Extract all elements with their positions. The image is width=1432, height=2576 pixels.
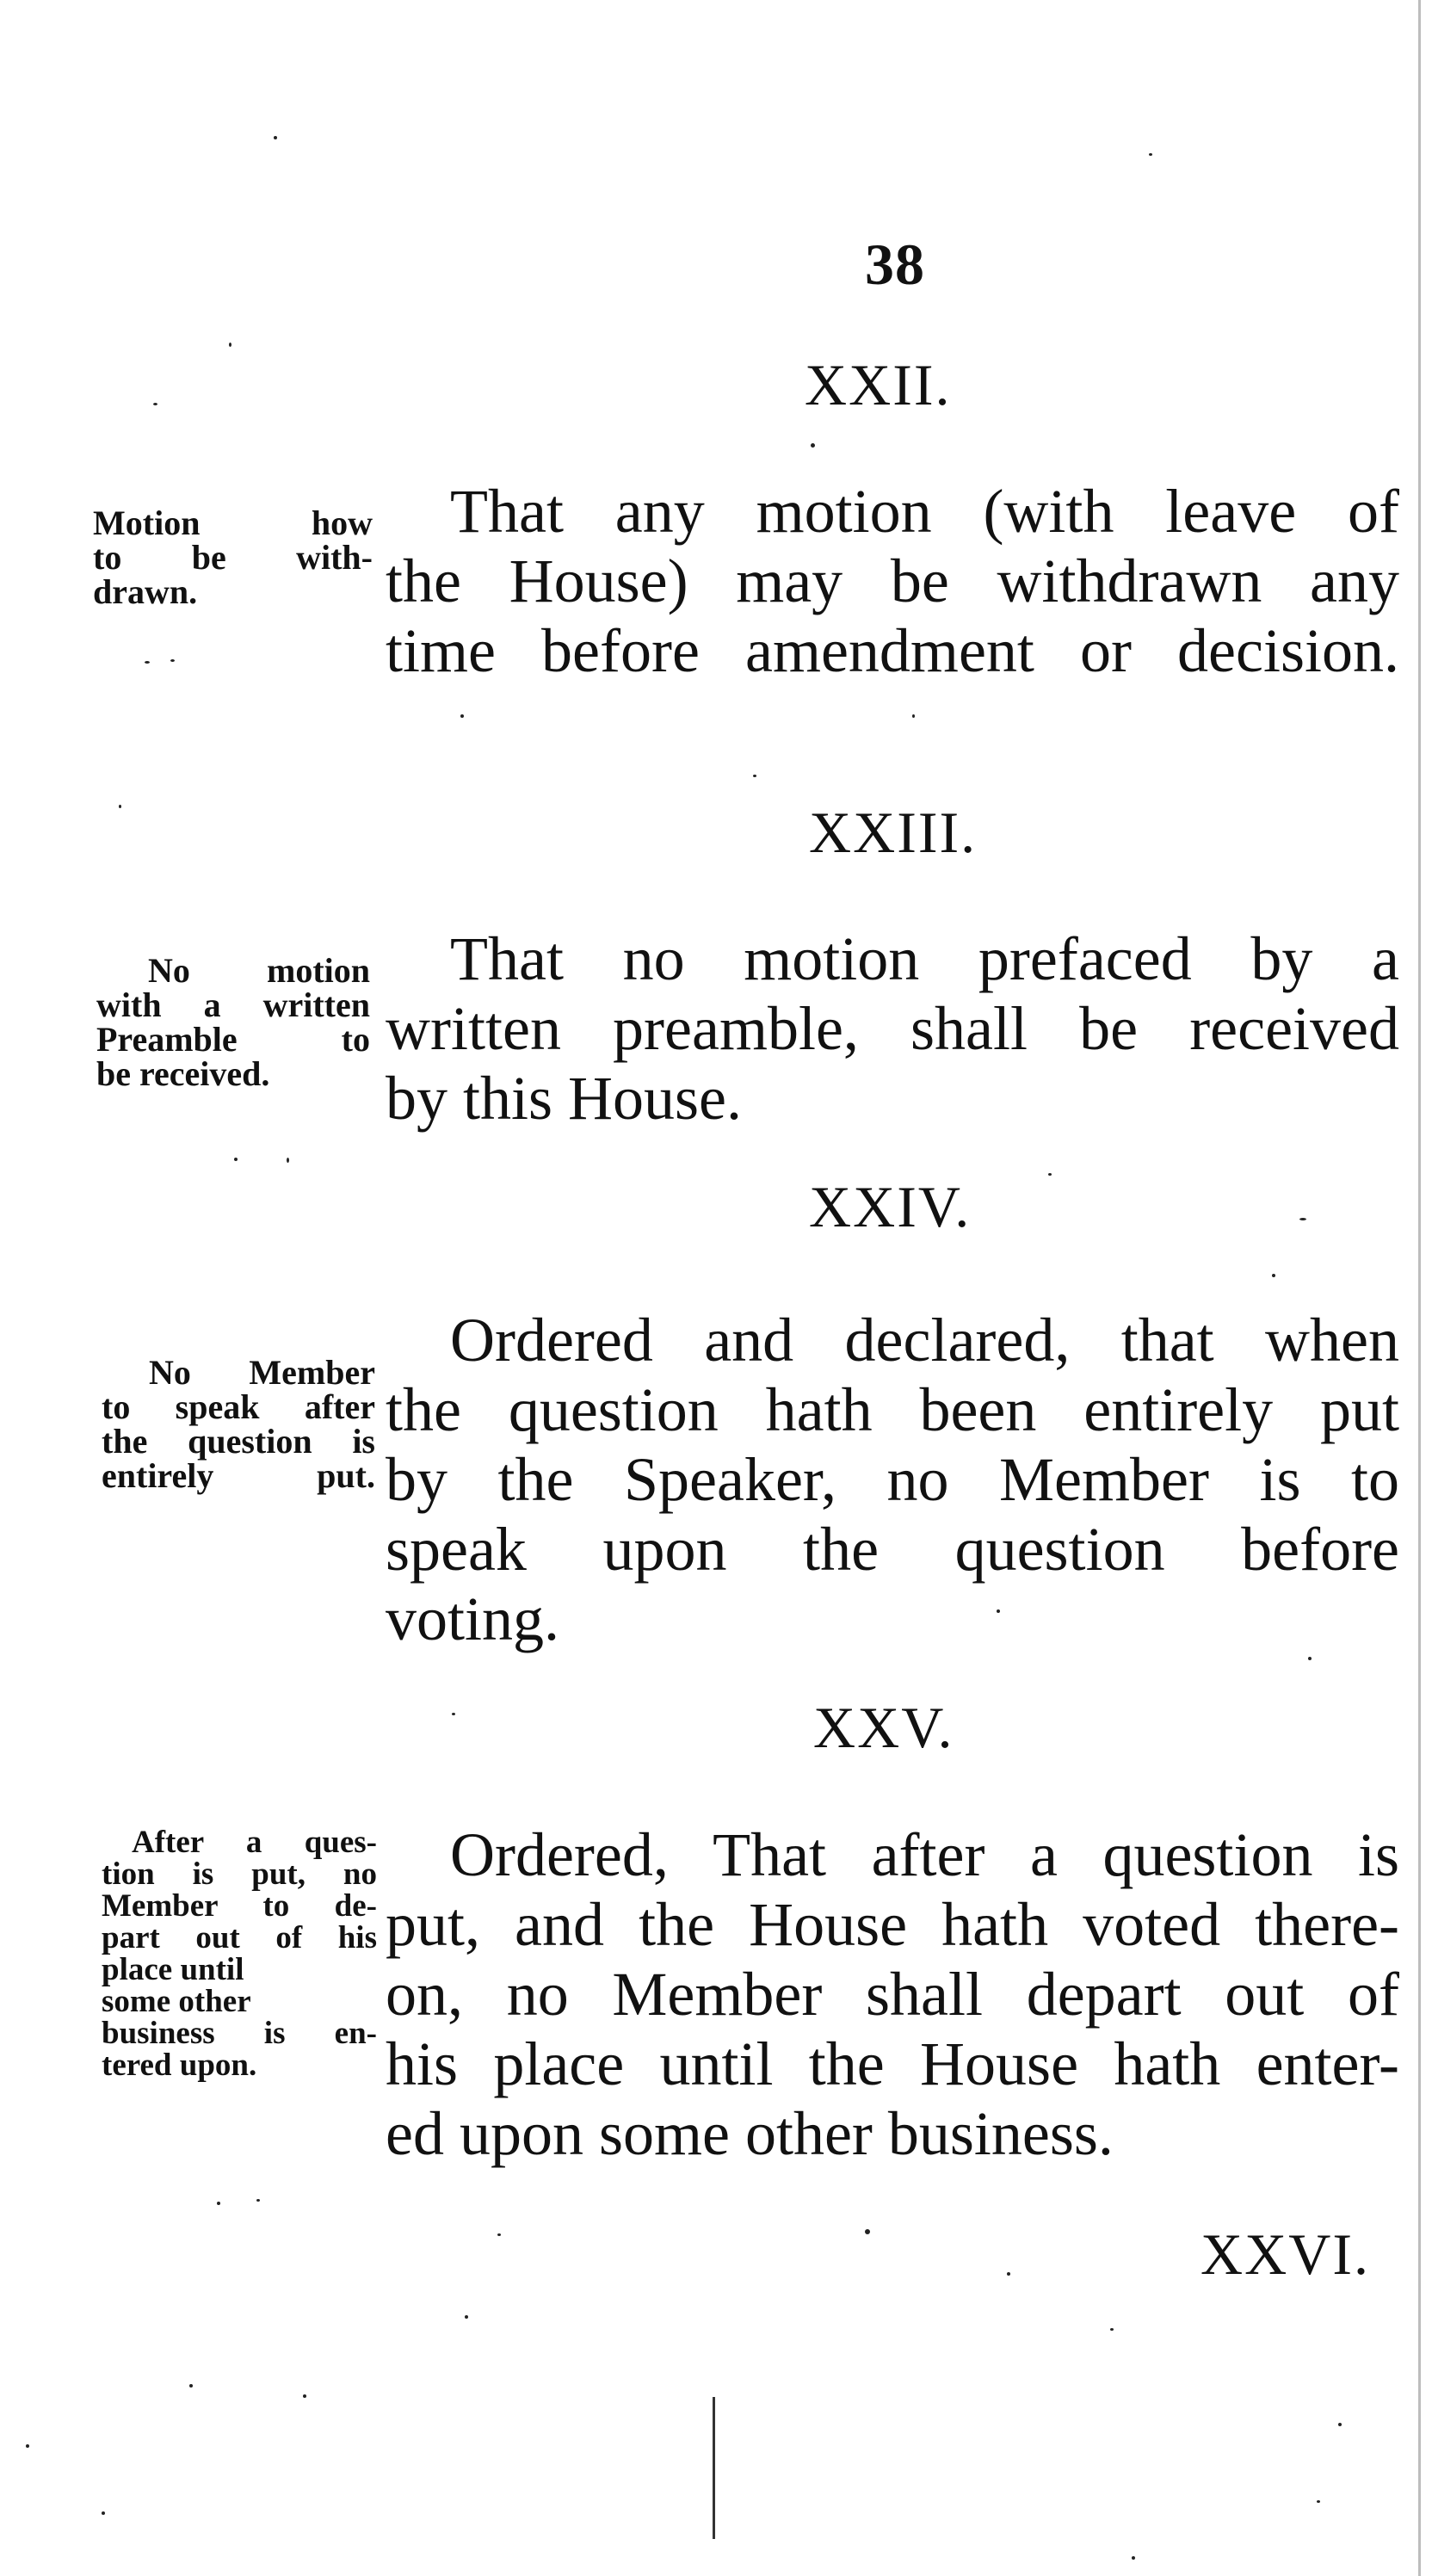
body-line: Ordered, That after a question is xyxy=(450,1820,1399,1889)
scan-speck xyxy=(1317,2500,1320,2503)
body-line: That no motion prefaced by a xyxy=(450,924,1399,993)
scan-speck xyxy=(145,661,150,664)
margin-note-xxiv xyxy=(102,1353,375,1495)
scan-speck xyxy=(274,136,277,139)
section-heading-xxiii: XXIII. xyxy=(809,800,978,865)
margin-note-line: Member to de- xyxy=(102,1888,377,1924)
body-line: the question hath been entirely put xyxy=(386,1375,1399,1444)
scan-speck xyxy=(1272,1274,1275,1277)
margin-note-line: part out of his xyxy=(102,1920,377,1955)
body-line: his place until the House hath enter- xyxy=(386,2029,1399,2098)
margin-note-line: entirely put. xyxy=(102,1456,375,1495)
scan-speck xyxy=(287,1158,289,1163)
margin-note-xxiii xyxy=(96,951,370,1093)
scan-mark xyxy=(713,2397,715,2539)
page-number: 38 xyxy=(865,232,925,297)
scan-speck xyxy=(119,805,121,808)
body-paragraph-xxv xyxy=(386,1820,1399,2169)
body-line: by the Speaker, no Member is to xyxy=(386,1445,1399,1514)
body-line: the House) may be withdrawn any xyxy=(386,547,1399,615)
margin-note-line: some other xyxy=(102,1984,251,2019)
body-line: on, no Member shall depart out of xyxy=(386,1960,1399,2029)
catchword: XXVI. xyxy=(1201,2221,1370,2287)
scan-speck xyxy=(465,2315,468,2319)
body-line: That any motion (with leave of xyxy=(450,477,1399,546)
section-heading-xxv: XXV. xyxy=(813,1695,954,1760)
scan-speck xyxy=(1132,2556,1135,2560)
scan-speck xyxy=(460,714,464,718)
scan-speck xyxy=(256,2199,260,2202)
scan-speck xyxy=(102,2511,105,2515)
margin-note-line: tered upon. xyxy=(102,2048,257,2083)
scan-speck xyxy=(170,659,175,662)
body-line: ed upon some other business. xyxy=(386,2099,1114,2168)
margin-note-line: After a ques- xyxy=(132,1825,377,1860)
scan-speck xyxy=(497,2233,501,2236)
scan-speck xyxy=(217,2202,220,2205)
scan-speck xyxy=(997,1609,1000,1613)
body-line: time before amendment or decision. xyxy=(386,616,1399,685)
margin-note-line: No Member xyxy=(149,1353,375,1392)
body-line: by this House. xyxy=(386,1064,742,1133)
scan-speck xyxy=(303,2394,306,2398)
scan-speck xyxy=(912,714,915,718)
scan-speck xyxy=(1048,1173,1052,1176)
margin-note-line: be received. xyxy=(96,1054,270,1093)
margin-note-line: to speak after xyxy=(102,1387,375,1426)
margin-note-line: with a written xyxy=(96,985,370,1024)
margin-note-line: Preamble to xyxy=(96,1020,370,1059)
margin-note-line: business is en- xyxy=(102,2016,377,2051)
body-paragraph-xxii xyxy=(386,477,1399,686)
scan-speck xyxy=(1007,2272,1010,2276)
scan-speck xyxy=(452,1713,455,1715)
scan-speck xyxy=(26,2444,29,2448)
body-paragraph-xxiv xyxy=(386,1306,1399,1654)
scan-speck xyxy=(1110,2328,1114,2331)
margin-note-line: the question is xyxy=(102,1422,375,1461)
margin-note-line: tion is put, no xyxy=(102,1856,377,1892)
scan-speck xyxy=(234,1158,238,1161)
scan-speck xyxy=(153,403,157,405)
scan-speck xyxy=(753,775,756,777)
scan-speck xyxy=(811,443,815,448)
scan-speck xyxy=(865,2229,870,2234)
margin-note-line: No motion xyxy=(148,951,370,990)
section-heading-xxii: XXII. xyxy=(805,352,952,417)
margin-note-line: Motion how xyxy=(93,503,373,542)
body-line: written preamble, shall be received xyxy=(386,994,1399,1063)
body-paragraph-xxiii xyxy=(386,924,1399,1134)
margin-note-xxii xyxy=(93,503,373,611)
scan-speck xyxy=(1338,2423,1342,2426)
page-edge xyxy=(1418,0,1421,2576)
scan-speck xyxy=(229,343,231,347)
body-line: put, and the House hath voted there- xyxy=(386,1890,1399,1959)
scan-speck xyxy=(1308,1657,1312,1660)
margin-note-line: to be with- xyxy=(93,538,373,577)
margin-note-line: drawn. xyxy=(93,572,198,611)
body-line: voting. xyxy=(386,1585,560,1653)
scan-speck xyxy=(189,2384,193,2388)
section-heading-xxiv: XXIV. xyxy=(809,1174,972,1239)
margin-note-xxv xyxy=(102,1826,377,2081)
body-line: Ordered and declared, that when xyxy=(450,1306,1399,1374)
margin-note-line: place until xyxy=(102,1952,244,1987)
scan-speck xyxy=(1299,1218,1306,1220)
scan-speck xyxy=(1149,153,1152,156)
body-line: speak upon the question before xyxy=(386,1515,1399,1584)
